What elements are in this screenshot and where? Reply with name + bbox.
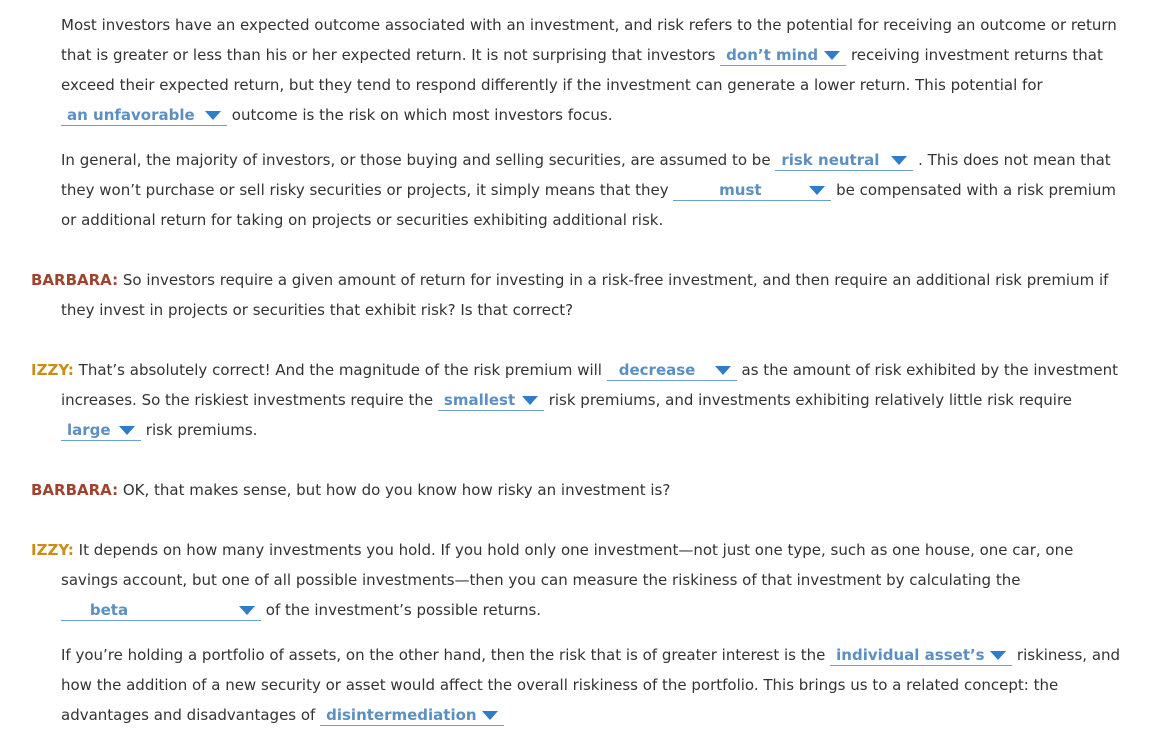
chevron-down-icon [119,426,135,435]
p2-line-1 [61,145,1111,175]
chevron-down-icon [239,606,255,615]
text: savings account, but one of all possible investments—then you can measure the riskiness of that investment by calculating the [61,571,1021,589]
izzy-line-2 [61,385,1072,415]
speaker-barbara: BARBARA: [31,481,119,499]
dropdown-low-risk-premium[interactable] [61,420,141,441]
p1-line-2 [61,40,1103,70]
p3-line-2 [61,670,1058,700]
text: increases. So the riskiest investments require the [61,391,434,409]
barbara2-line-1 [31,475,670,505]
text: they invest in projects or securities that exhibit risk? Is that correct? [61,301,574,319]
p3-line-1 [61,640,1120,670]
izzy2-line-2 [61,565,1020,595]
dropdown-value: individual asset’s [836,646,985,664]
text: how the addition of a new security or asset would affect the overall riskiness of the portfolio. This brings us to a related concept: the [61,676,1059,694]
speaker-izzy: IZZY: [31,361,74,379]
text: risk premiums, and investments exhibiting relatively little risk require [548,391,1073,409]
text: Most investors have an expected outcome associated with an investment, and risk refers to the potential for receiving an outcome or return [61,16,1117,34]
p1-line-1 [61,10,1117,40]
text: It depends on how many investments you hold. If you hold only one investment—not just one type, such as one house, one car, one [78,541,1074,559]
izzy-line-1 [31,355,1118,385]
text: as the amount of risk exhibited by the investment [741,361,1119,379]
text: they won’t purchase or sell risky securities or projects, it simply means that they [61,181,669,199]
text: be compensated with a risk premium [836,181,1116,199]
text: outcome is the risk on which most investors focus. [231,106,613,124]
dropdown-value: smallest [443,391,516,409]
barbara-line-1 [31,265,1108,295]
p2-line-3 [61,205,663,235]
dropdown-value: risk neutral [781,151,880,169]
text: OK, that makes sense, but how do you know how risky an investment is? [122,481,671,499]
dropdown-portfolio-risk[interactable] [830,645,1012,666]
barbara-line-2 [61,295,573,325]
p1-line-3 [61,70,1043,100]
text: If you’re holding a portfolio of assets, on the other hand, then the risk that is of greater interest is the [61,646,826,664]
dropdown-value: an unfavorable [67,106,195,124]
text: riskiness, and [1016,646,1121,664]
text: advantages and disadvantages of [61,706,316,724]
text: . This does not mean that [918,151,1111,169]
dropdown-risk-attitude[interactable] [775,150,913,171]
p2-line-2 [61,175,1116,205]
text: that is greater or less than his or her expected return. It is not surprising that investors [61,46,716,64]
dropdown-value: decrease [618,361,696,379]
dropdown-related-concept[interactable] [320,705,504,726]
dropdown-value: beta [89,601,129,619]
text: In general, the majority of investors, or those buying and selling securities, are assumed to be [61,151,771,169]
text: So investors require a given amount of return for investing in a risk-free investment, and then require an additional risk premium if [122,271,1109,289]
dropdown-compensation[interactable] [673,180,831,201]
dropdown-risk-measure[interactable] [61,600,261,621]
text: That’s absolutely correct! And the magnitude of the risk premium will [78,361,602,379]
chevron-down-icon [824,51,840,60]
chevron-down-icon [205,111,221,120]
text: receiving investment returns that [850,46,1103,64]
chevron-down-icon [522,396,538,405]
text: exceed their expected return, but they tend to respond differently if the investment can generate a lower return. This potential for [61,76,1043,94]
text: of the investment’s possible returns. [265,601,542,619]
text: or additional return for taking on projects or securities exhibiting additional risk. [61,211,664,229]
dropdown-value: disintermediation [326,706,477,724]
izzy2-line-3 [61,595,541,625]
speaker-barbara: BARBARA: [31,271,119,289]
chevron-down-icon [990,651,1006,660]
chevron-down-icon [891,156,907,165]
p3-line-3 [61,700,504,730]
dropdown-riskiest-premium[interactable] [438,390,544,411]
izzy2-line-1 [31,535,1073,565]
izzy-line-3 [61,415,257,445]
chevron-down-icon [809,186,825,195]
dropdown-value: must [719,181,762,199]
dropdown-outcome-type[interactable] [61,105,227,126]
dropdown-value: large [67,421,111,439]
chevron-down-icon [715,366,731,375]
chevron-down-icon [482,711,498,720]
speaker-izzy: IZZY: [31,541,74,559]
text: risk premiums. [145,421,258,439]
dropdown-value: don’t mind [726,46,819,64]
dropdown-premium-change[interactable] [607,360,737,381]
dropdown-investor-attitude[interactable] [720,45,846,66]
p1-line-4 [61,100,613,130]
